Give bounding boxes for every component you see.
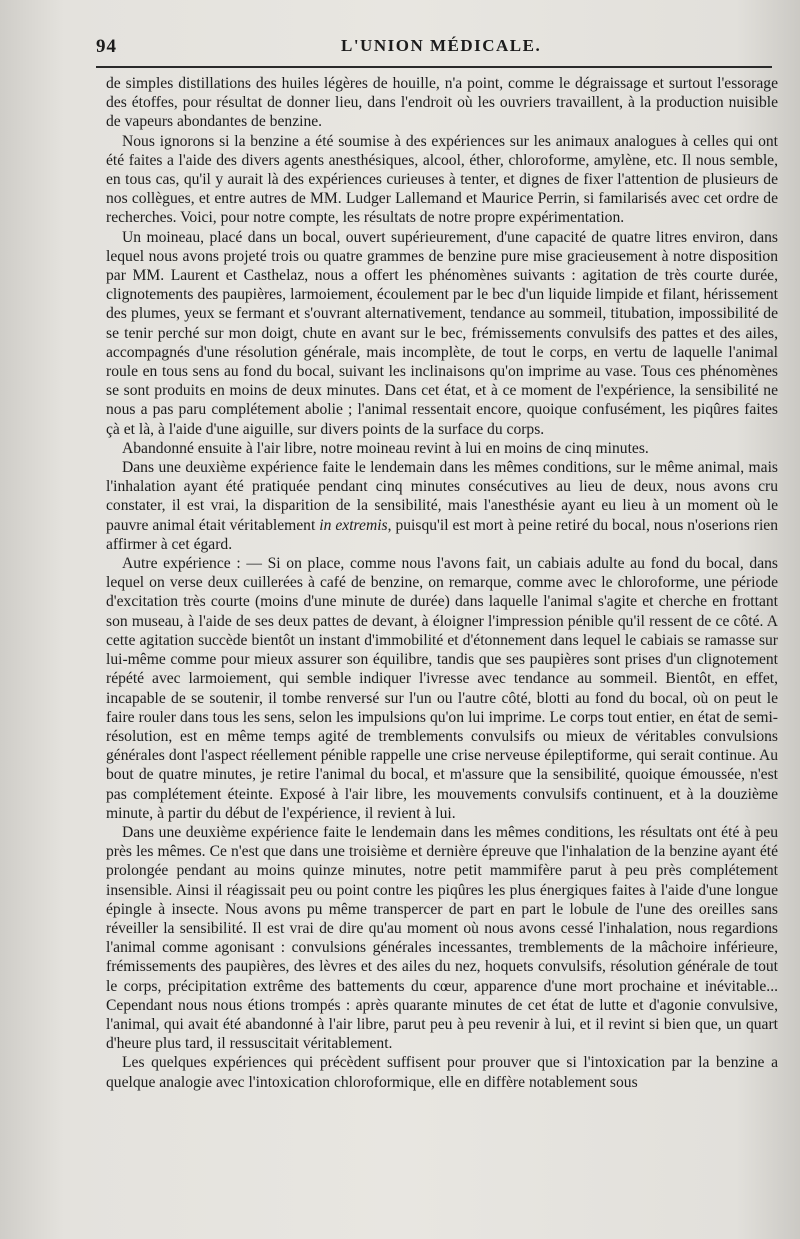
page-number: 94 xyxy=(96,36,117,57)
header-rule xyxy=(96,66,772,68)
paragraph-text: , puisqu'il est mort à peine retiré du bocal, nous n'oserions rien affirmer à cet égard. xyxy=(106,516,778,553)
paragraph: de simples distillations des huiles légères de houille, n'a point, comme le dégraissage et surtout l'essorage des étoffes, pour résultat de donner lieu, dans l'endroit où les ouvriers travaillent, à la production nuisible de vapeurs abondantes de benzine. xyxy=(106,75,778,131)
paragraph-text: Dans une deuxième expérience faite le lendemain dans les mêmes conditions, sur le même animal, mais l'inhalation ayant été pratiquée pendant cinq minutes consécutives au lieu de deux, nous avons cru constater, il est vrai, la disparition de la sensibilité, mais l'anesthésie ayant eu lieu à un moment où le pauvre animal était véritablement xyxy=(106,459,778,534)
latin-phrase: in extremis xyxy=(319,516,388,534)
article-body xyxy=(106,74,778,1092)
paragraph: Abandonné ensuite à l'air libre, notre moineau revint à lui en moins de cinq minutes. xyxy=(122,439,649,457)
paragraph: Autre expérience : — Si on place, comme nous l'avons fait, un cabiais adulte au fond du bocal, dans lequel on verse deux cuillerées à café de benzine, on remarque, comme avec le chloroforme, une période d'excitation très courte (moins d'une minute de durée) dans laquelle l'animal s'agite et cherche en frottant son museau, à l'aide de ses deux pattes de devant, à éloigner l'impression pénible qu'il ressent de ce côté. A cette agitation succède bientôt un instant d'immobilité et d'étonnement dans lequel le cabiais se ramasse sur lui-même comme pour mieux assurer son équilibre, tandis que ses paupières sont prises d'un clignotement répété avec larmoiement, qui semble indiquer l'ivresse avec tendance au sommeil. Bientôt, en effet, incapable de se soutenir, il tombe renversé sur l'un ou l'autre côté, blotti au fond du bocal, où on peut le faire rouler dans tous les sens, selon les impulsions qu'on lui imprime. Le corps tout entier, en état de semi-résolution, est en même temps agité de tremblements convulsifs ou mieux de véritables convulsions générales dont l'aspect réellement pénible rappelle une crise nerveuse épileptiforme, qui serait continue. Au bout de quatre minutes, je retire l'animal du bocal, et m'assure que la sensibilité, quoique émoussée, n'est pas complétement éteinte. Exposé à l'air libre, les mouvements convulsifs continuent, et à la douzième minute, à partir du début de l'expérience, il revient à lui. xyxy=(106,555,778,822)
paragraph: Un moineau, placé dans un bocal, ouvert supérieurement, d'une capacité de quatre litres environ, dans lequel nous avons projeté trois ou quatre grammes de benzine pure mise gracieusement à notre disposition par MM. Laurent et Casthelaz, nous a offert les phénomènes suivants : agitation de très courte durée, clignotements des paupières, larmoiement, écoulement par le bec d'un liquide limpide et filant, hérissement des plumes, yeux se fermant et s'ouvrant alternativement, tendance au sommeil, titubation, impossibilité de se tenir perché sur mon doigt, chute en avant sur le bec, frémissements convulsifs des pattes et des ailes, accompagnés d'une résolution générale, mais incomplète, de tout le corps, en vertu de laquelle l'animal roule en tous sens au fond du bocal, suivant les inclinaisons qu'on imprime au vase. Tous ces phénomènes se sont produits en moins de deux minutes. Dans cet état, et à ce moment de l'expérience, la sensibilité ne nous a pas paru complétement abolie ; l'animal ressentait encore, quoique confusément, les piqûres faites çà et là, à l'aide d'une aiguille, sur divers points de la surface du corps. xyxy=(106,228,778,438)
paragraph: Dans une deuxième expérience faite le lendemain dans les mêmes conditions, les résultats ont été à peu près les mêmes. Ce n'est que dans une troisième et dernière épreuve que l'inhalation de la benzine ayant été prolongée pendant au moins quinze minutes, notre petit mammifère parut à peu près complétement insensible. Ainsi il réagissait peu ou point contre les piqûres les plus énergiques faites à l'aide d'une longue épingle à insecte. Nous avons pu même transpercer de part en part le lobule de l'une des oreilles sans réveiller la sensibilité. Il est vrai de dire qu'au moment où nous avons cessé l'inhalation, nous regardions l'animal comme agonisant : convulsions générales incessantes, tremblements de la mâchoire inférieure, frémissements des paupières, des lèvres et des ailes du nez, hoquets convulsifs, résolution générale de tout le corps, précipitation extrême des battements du cœur, apparence d'une mort prochaine et inévitable... Cependant nous nous étions trompés : après quarante minutes de cet état de lutte et d'agonie convulsive, l'animal, qui avait été abandonné à l'air libre, parut peu à peu revenir à lui, et il revint si bien que, un quart d'heure plus tard, il ressuscitait véritablement. xyxy=(106,823,778,1053)
paragraph xyxy=(106,458,778,554)
paragraph: Les quelques expériences qui précèdent suffisent pour prouver que si l'intoxication par la benzine a quelque analogie avec l'intoxication chloroformique, elle en diffère notablement sous xyxy=(106,1054,778,1091)
running-title: L'UNION MÉDICALE. xyxy=(341,36,542,55)
paragraph: Nous ignorons si la benzine a été soumise à des expériences sur les animaux analogues à celles qui ont été faites a l'aide des divers agents anesthésiques, alcool, éther, chloroforme, amylène, etc. Il nous semble, en tous cas, qu'il y aurait là des expériences curieuses à tenter, et dignes de fixer l'attention de plusieurs de nos collègues, et entre autres de MM. Ludger Lallemand et Maurice Perrin, si familarisés avec cet ordre de recherches. Voici, pour notre compte, les résultats de notre propre expérimentation. xyxy=(106,132,778,227)
page-header xyxy=(96,30,772,64)
